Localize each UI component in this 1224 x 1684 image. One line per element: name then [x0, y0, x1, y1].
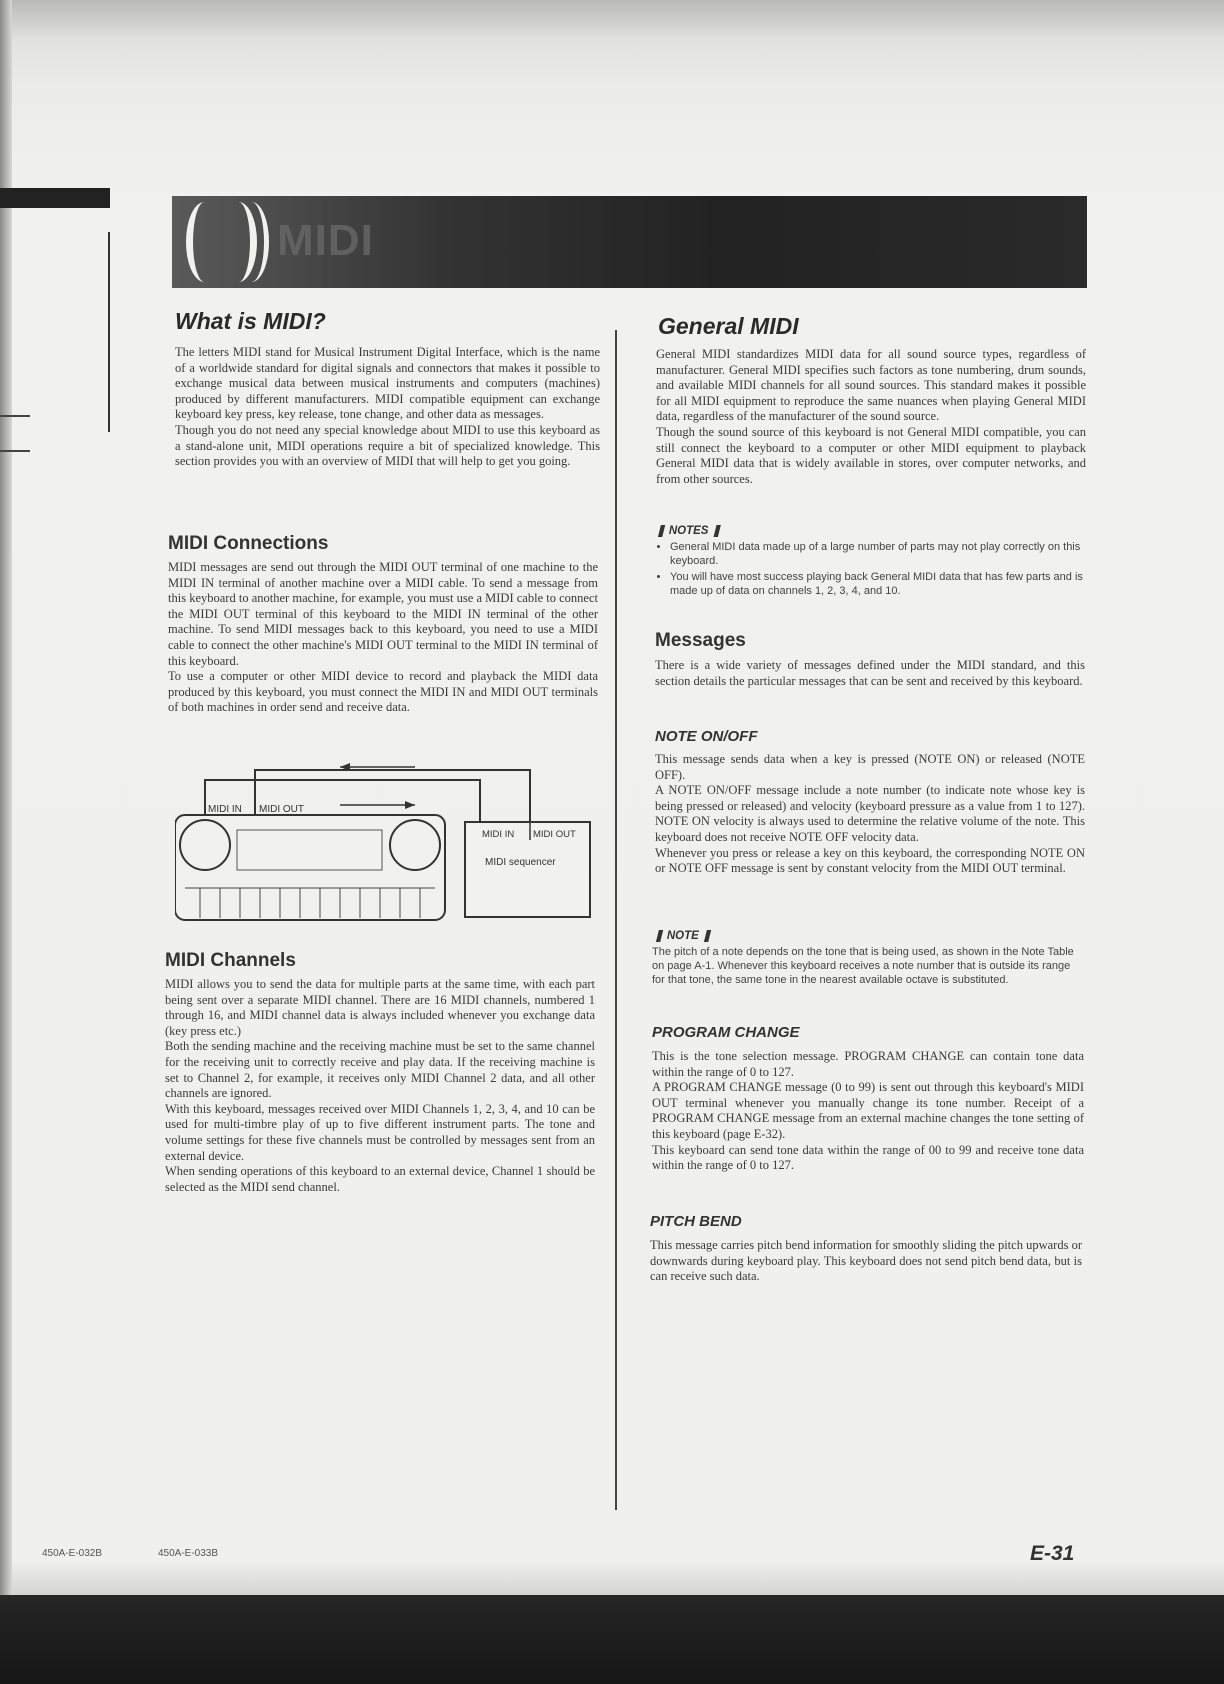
- paragraph: General MIDI standardizes MIDI data for all sound source types, regardless of manufacturer. General MIDI specifies such factors as tone numbering, drum sounds, and available MIDI channels for all sound sources. This standard makes it possible for all MIDI equipment to reproduce the same nuances when playing General MIDI data, regardless of the manufacturer of the sound source.: [656, 347, 1086, 424]
- heading-note-onoff: NOTE ON/OFF: [655, 728, 758, 745]
- scan-bottom-band: [0, 1595, 1224, 1684]
- heading-midi-connections: MIDI Connections: [168, 533, 329, 554]
- what-is-midi-text: [175, 345, 600, 470]
- paragraph: There is a wide variety of messages defined under the MIDI standard, and this section details the particular messages that can be sent and received by this keyboard.: [655, 658, 1085, 688]
- scan-left-edge: [0, 0, 12, 1684]
- footer-code-left: 450A-E-032B: [42, 1548, 103, 1559]
- paragraph: A PROGRAM CHANGE message (0 to 99) is sent out through this keyboard's MIDI OUT terminal whenever you manually change its tone number. Receipt of a PROGRAM CHANGE message from an external machine changes the tone setting of this keyboard (page E-32).: [652, 1080, 1084, 1141]
- seq-midi-out-label: MIDI OUT: [533, 829, 576, 840]
- note-item: • You will have most success playing back General MIDI data that has few parts and is made up of data on channels 1, 2, 3, 4, and 10.: [670, 570, 1086, 598]
- note-label-text: NOTE: [666, 930, 699, 942]
- paragraph: This message sends data when a key is pressed (NOTE ON) or released (NOTE OFF).: [655, 752, 1085, 782]
- page-number: E-31: [1030, 1542, 1075, 1565]
- paragraph: The letters MIDI stand for Musical Instrument Digital Interface, which is the name of a worldwide standard for digital signals and connectors that makes it possible to exchange musical data between musical instruments and computers (machines) produced by different manufacturers. MIDI compatible equipment can exchange keyboard key press, key release, tone change, and other data as messages.: [175, 345, 600, 422]
- heading-midi-channels: MIDI Channels: [165, 950, 296, 971]
- scan-top-band: [0, 0, 1224, 40]
- paragraph: When sending operations of this keyboard to an external device, Channel 1 should be selected as the MIDI send channel.: [165, 1164, 595, 1194]
- adjacent-page-rule: [108, 232, 110, 432]
- paragraph: Whenever you press or release a key on this keyboard, the corresponding NOTE ON or NOTE OFF message is sent by constant velocity from the MIDI OUT terminal.: [655, 845, 1085, 876]
- program-change-text: [652, 1049, 1084, 1174]
- footer-code-center: 450A-E-033B: [158, 1548, 219, 1559]
- heading-messages: Messages: [655, 630, 746, 651]
- note-onoff-text: [655, 752, 1085, 877]
- sequencer-label: MIDI sequencer: [485, 857, 556, 868]
- arrow-right-icon: [405, 801, 415, 809]
- midi-cables: [205, 767, 530, 822]
- paragraph: To use a computer or other MIDI device to record and playback the MIDI data produced by this keyboard, you must connect the MIDI IN and MIDI OUT terminals of both machines in order send and receive data.: [168, 669, 598, 715]
- bracket-ornament: [234, 202, 269, 282]
- section-title: MIDI: [277, 216, 374, 265]
- paragraph: This keyboard can send tone data within the range of 00 to 99 and receive tone data within the range of 0 to 127.: [652, 1142, 1084, 1173]
- general-midi-text: [656, 347, 1086, 487]
- paragraph: Though the sound source of this keyboard is not General MIDI compatible, you can still connect the keyboard to a computer or other MIDI equipment to playback General MIDI data that is widely available in stores, over computer networks, and from other sources.: [656, 424, 1086, 486]
- messages-intro: [655, 658, 1085, 689]
- heading-what-is-midi: What is MIDI?: [175, 308, 326, 334]
- adjacent-page-tab: [0, 188, 110, 208]
- kb-midi-in-label: MIDI IN: [208, 804, 242, 815]
- paragraph: MIDI messages are send out through the MIDI OUT terminal of one machine to the MIDI IN terminal of another machine over a MIDI cable. To send a message from this keyboard to another machine, for example, you must use a MIDI cable to connect the MIDI OUT terminal of this keyboard to the MIDI IN terminal of the other machine. To send MIDI messages back to this keyboard, you need to use a MIDI cable to connect the other machine's MIDI OUT terminal to the MIDI IN terminal of this keyboard.: [168, 560, 598, 668]
- paragraph: A NOTE ON/OFF message include a note number (to indicate note whose key is being pressed or released) and velocity (keyboard pressure as a value from 1 to 127). NOTE ON velocity is always used to determine the relative volume of the note. This keyboard does not receive NOTE OFF velocity data.: [655, 783, 1085, 844]
- kb-midi-out-label: MIDI OUT: [259, 804, 304, 815]
- column-divider: [615, 330, 617, 1510]
- midi-connections-text: [168, 560, 598, 716]
- heading-general-midi: General MIDI: [658, 313, 799, 339]
- adjacent-page-tick: [0, 415, 30, 417]
- note-text: [652, 945, 1084, 987]
- paragraph: MIDI allows you to send the data for multiple parts at the same time, with each part being sent over a separate MIDI channel. There are 16 MIDI channels, numbered 1 through 16, and MIDI channel data is always included whenever you exchange data (key press etc.): [165, 977, 595, 1038]
- heading-program-change: PROGRAM CHANGE: [652, 1024, 800, 1041]
- heading-pitch-bend: PITCH BEND: [650, 1213, 742, 1230]
- midi-connection-diagram: [175, 760, 595, 925]
- paragraph: Both the sending machine and the receiving machine must be set to the same channel for the receiving unit to correctly receive and play data. If the receiving machine is set to Channel 2, for example, it receives only MIDI Channel 2 data, and all other channels are ignored.: [165, 1039, 595, 1101]
- paragraph: This message carries pitch bend information for smoothly sliding the pitch upwards or downwards during keyboard play. This keyboard does not send pitch bend data, but is can receive such data.: [650, 1238, 1082, 1284]
- paragraph: Though you do not need any special knowledge about MIDI to use this keyboard as a stand-alone unit, MIDI operations require a bit of specialized knowledge. This section provides you with an overview of MIDI that will help to get you going.: [175, 422, 600, 469]
- note-paragraph: The pitch of a note depends on the tone that is being used, as shown in the Note Table on page A-1. Whenever this keyboard receives a note number that is outside its range for that tone, the same tone in the nearest available octave is substituted.: [652, 946, 1074, 986]
- section-header-bar: [172, 196, 1087, 288]
- note-item: • General MIDI data made up of a large number of parts may not play correctly on this keyboard.: [670, 540, 1086, 568]
- paragraph: With this keyboard, messages received over MIDI Channels 1, 2, 3, 4, and 10 can be used for multi-timbre play of up to five different instrument parts. The tone and volume settings for these five channels must be controlled by messages sent from an external device.: [165, 1101, 595, 1163]
- notes-label: ❚ NOTES ❚: [656, 525, 722, 537]
- paragraph: This is the tone selection message. PROGRAM CHANGE can contain tone data within the range of 0 to 127.: [652, 1049, 1084, 1079]
- seq-midi-in-label: MIDI IN: [482, 829, 515, 840]
- note-label: ❚ NOTE ❚: [654, 930, 712, 942]
- notes-label-text: NOTES: [668, 525, 709, 537]
- notes-list: [656, 540, 1086, 600]
- adjacent-page-tick: [0, 450, 30, 452]
- midi-channels-text: [165, 977, 595, 1195]
- bracket-ornament: [186, 202, 223, 282]
- pitch-bend-text: [650, 1238, 1082, 1285]
